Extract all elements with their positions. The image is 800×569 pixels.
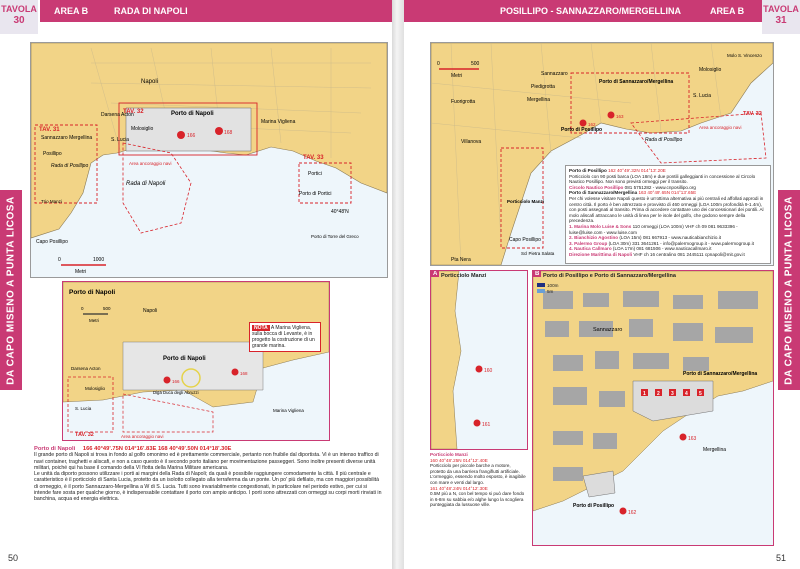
right-page: [404, 0, 800, 569]
label-porto-torre: Porto di Torre del Greco: [311, 234, 359, 239]
b-sannazzaro: Sannazzaro: [593, 327, 623, 333]
depth2-swatch: [537, 289, 545, 293]
label-marina-vigliena: Marina Vigliena: [261, 119, 296, 125]
label-porto-napoli: Porto di Napoli: [171, 111, 214, 117]
manzi-badge: A: [433, 271, 438, 277]
inset-napoli: Napoli: [143, 308, 158, 314]
tavola-badge-right: [762, 0, 800, 34]
depth1-swatch: [537, 283, 545, 287]
label-rada-napoli: Rada di Napoli: [126, 181, 166, 187]
sannazzaro-inset-title: Porto di Posillipo e Porto di Sannazzaro/Mergellina: [543, 273, 676, 279]
inset-molosiglio: Molosiglio: [85, 386, 106, 391]
sannazzaro-text: Per chi volesse visitare Napoli questo è un'ottima alternativa ai più centrali ed affollati approdi in centro città. Il porto è ben attrezzato e provvisto di 460 ormeggi (LOA 100m profondità 9-1.4m), con posti assegnati al transito. Prima di accedere contattare uno dei concessionari dei pontili. Al molo aliscafi attraccano le unità di linea per le isole del golfo, che godono sempre della precedenza.: [569, 195, 764, 224]
scale-unit: Metri: [75, 269, 87, 275]
label-molosiglio: Molosiglio: [131, 126, 154, 132]
r-label-scl-pietra: Scl Pietra Salata: [521, 251, 555, 256]
anchorage-area: [123, 143, 191, 233]
label-trio-manzi: Trio Manzi: [41, 199, 62, 204]
r-label-n162: 162: [588, 122, 596, 127]
b-n163: 163: [688, 436, 697, 442]
label-capo-posillipo: Capo Posillipo: [36, 239, 68, 245]
r-label-area: Area ancoraggio navi: [699, 125, 742, 130]
right-page-number: 51: [776, 553, 787, 563]
r-label-pta-nera: Pta Nera: [451, 257, 471, 263]
right-side-tab: [778, 190, 800, 390]
scale-0: 0: [58, 257, 61, 263]
concession-1: [569, 224, 767, 235]
c2-text: (LOA 15m) 081 667913 - www.nauticabianchizio.it: [619, 235, 722, 241]
manzi-inset-title: Porticciolo Manzi: [441, 273, 487, 279]
label-posillipo: Posillipo: [43, 151, 62, 157]
manzi-heading: Porticciolo Manzi: [430, 452, 468, 457]
inset-diga: Diga Duca degli Abruzzi: [153, 390, 199, 395]
ports-info-box: [565, 165, 771, 264]
waypoint-168-icon: [215, 127, 223, 135]
b-mergellina: Mergellina: [703, 447, 727, 453]
inset-wp163-icon: [680, 434, 687, 441]
label-mergellina: Sannazzaro Mergellina: [41, 135, 93, 141]
r-label-villanova: Villanova: [461, 139, 482, 145]
inset-n168: 168: [240, 371, 248, 376]
inset-wp168-icon: [232, 369, 239, 376]
wp160-icon: [476, 366, 483, 373]
r-label-capo: Capo Posillipo: [509, 237, 541, 243]
wp162-icon: [580, 120, 587, 127]
manzi-coords2: 161 40°48'.24N 014°12'.30E: [430, 485, 488, 491]
c3-name: 3. Palermo Group: [569, 240, 608, 246]
porto-napoli-description: [34, 446, 384, 503]
r-label-tav32[interactable]: TAV. 32: [743, 111, 762, 117]
manzi-text1: Porticciolo per piccole barche a motore, protetto da una barriera frangiflutti artificiale. L'ormeggio, essendo molto esposto, è inagibile con mare e venti dal largo.: [430, 463, 526, 485]
area-label-right: AREA B: [710, 6, 745, 16]
inset-tav32[interactable]: TAV. 32: [75, 432, 94, 438]
scale-1000: 1000: [93, 257, 105, 263]
porto-napoli-inset-svg: [63, 282, 329, 440]
r-label-porto-posillipo: Porto di Posillipo: [561, 127, 603, 133]
label-s-lucia: S. Lucia: [111, 137, 130, 143]
label-latitude: 40°48'N: [331, 209, 349, 215]
manzi-text2: 0.5M più a N, con bel tempo si può dare fondo in 6-8m su sabbia e/o alghe lungo la scogliera punteggiata da lussuose ville.: [430, 491, 525, 508]
b-n162: 162: [628, 510, 637, 516]
manzi-n160: 160: [484, 368, 493, 374]
r-label-molo: Molo S. Vincenzo: [727, 53, 762, 58]
inset-n166: 166: [172, 379, 180, 384]
posillipo-chart[interactable]: [430, 42, 774, 266]
area-title-right: POSILLIPO - SANNAZZARO/MERGELLINA: [500, 6, 681, 16]
side-tab-label-right: DA CAPO MISENO A PUNTA LICOSA: [783, 195, 795, 385]
sannazzaro-head: Porto di Sannazzaro/Mergellina: [569, 190, 638, 196]
depth-legend: [537, 283, 559, 295]
porto-napoli-coords: 166 40°49'.75N 014°16'.83E 168 40°49'.50N 014°18'.30E: [82, 446, 232, 452]
berth-1: 1: [643, 391, 646, 397]
right-scale-unit: Metri: [451, 73, 463, 79]
c5-text: VHF ch 16 centralino 081 2445111 cpnapoli@mit.gov.it: [633, 251, 745, 257]
manzi-coords1: 160 40°48'.25N 014°12'.40E: [430, 457, 488, 463]
porto-napoli-heading: Porto di Napoli: [34, 446, 76, 452]
r-label-porticciolo: Porticciolo Manzi: [507, 199, 545, 204]
berth-5: 5: [699, 391, 702, 397]
concession-5: [569, 252, 767, 258]
inset-title: Porto di Napoli: [69, 289, 116, 296]
depth1-label: 100m: [547, 283, 559, 288]
c5-name: Direzione Marittima di Napoli: [569, 251, 633, 257]
r-label-porto-sannazzaro: Porto di Sannazzaro/Mergellina: [599, 79, 674, 85]
wp163-icon: [608, 112, 615, 119]
inset-wp166-icon: [164, 377, 171, 384]
inset-porto: Porto di Napoli: [163, 356, 206, 362]
label-napoli: Napoli: [141, 79, 159, 85]
r-label-s-lucia: S. Lucia: [693, 93, 712, 99]
label-wp166: 166: [187, 133, 196, 139]
label-rada-posillipo: Rada di Posillipo: [51, 163, 89, 169]
sannazzaro-coords: 163 40°49'.65N 014°13'.65E: [638, 190, 697, 196]
b-porto-posillipo: Porto di Posillipo: [573, 503, 615, 509]
right-scale-0: 0: [437, 61, 440, 67]
sannazzaro-inset[interactable]: [532, 270, 774, 546]
c1-name: 1. Marina Molo Luise & Sons: [569, 223, 632, 229]
area-label: AREA B: [54, 6, 89, 16]
waypoint-166-icon: [177, 131, 185, 139]
label-tav32[interactable]: TAV. 32: [123, 109, 144, 115]
r-label-piedigrotta: Piedigrotta: [531, 84, 555, 90]
tavola-number-right: 31: [775, 15, 787, 26]
circolo-name: Circolo Nautico Posillipo: [569, 184, 624, 190]
label-portici: Portici: [308, 171, 322, 177]
porto-napoli-p1: Il grande porto di Napoli si trova in fondo al golfo omonimo ed è prettamente commerciale, pertanto non fruibile dal diportista. Vi è un intenso traffico di navi container, traghetti e aliscafi, e non a caso questo è il secondo porto italiano per movimentazione passeggeri. Sono inoltre presenti diverse unità militari, poiché qui ha base il comando della VI flotta della Marina Militare americana.: [34, 452, 379, 471]
nota-text: A Marina Vigliena, sulla bocca di Levante, è in progetto la costruzione di un grande marina.: [252, 325, 315, 349]
c1-text: 110 ormeggi (LOA 100m) VHF ch 09 081 9633396 - luise@luise.com - www.luise.com: [569, 223, 738, 235]
label-wp168: 168: [224, 130, 233, 136]
inset-scale-500: 500: [103, 306, 111, 311]
nota-box: [249, 322, 321, 352]
label-darsena: Darsena Acton: [101, 112, 134, 118]
inset-darsena: Darsena Acton: [71, 366, 101, 371]
b-porto-sannazzaro: Porto di Sannazzaro/Mergellina: [683, 371, 758, 377]
c4-text: (LOA 17m) 081 681506 - www.nauticacallmaro.it: [612, 246, 712, 252]
tavola-label: TAVOLA: [1, 4, 37, 14]
wp161-icon: [474, 420, 481, 427]
r-label-n163: 163: [616, 114, 624, 119]
manzi-inset[interactable]: [430, 270, 528, 450]
nota-label: NOTA: [254, 325, 268, 331]
manzi-inset-svg: [431, 271, 527, 449]
tavola-number: 30: [13, 15, 25, 26]
depth-legend-row-2: [537, 289, 559, 295]
circolo-tel: 081 5751282 - www.cnposillipo.org: [624, 184, 696, 190]
inset-scale-unit: Metri: [89, 318, 99, 323]
tavola-badge-left: [0, 0, 38, 34]
r-label-sannazzaro: Sannazzaro: [541, 71, 568, 77]
rada-napoli-chart[interactable]: [30, 42, 388, 278]
sannazzaro-inset-svg: [533, 271, 773, 545]
label-tav31[interactable]: TAV. 31: [39, 127, 60, 133]
r-label-mergellina: Mergellina: [527, 97, 551, 103]
posillipo-head: Porto di Posillipo: [569, 168, 607, 173]
c3-text: (LOA 30m) 331 3641261 - info@palermogroup.it - www.palermogroup.it: [608, 240, 754, 246]
porto-napoli-p2: Le unità da diporto possono utilizzare i porti ai margini della Rada di Napoli; da quali è possibile raggiungere comodamente la città. Il più centrale e caratteristico è il porticciolo di Santa Lucia, protetto da un isolotto collegato alla terraferma da un ponte. Un po' più defilato, ma con maggiori possibilità di ormeggio, è il porto Sannazzaro-Mergellina a W di S. Lucia. Tutti sono invariabilmente congestionati, in particolare nel periodo estivo, per cui si intende fare sosta per qualche giorno, è indispensabile contattare il porto con ampio anticipo. I porti sono attrezzati con ormeggi su corpi morti rinviati in banchina, acqua ed energia elettrica.: [34, 471, 382, 503]
sannazzaro-harbour: [633, 381, 713, 421]
left-page-number: 50: [8, 553, 19, 563]
posillipo-text: Porticciolo con 90 posti barca (LOA 18m) e due pontili galleggianti in concessione al Circolo Nautico Posillipo. Non sono previsti ormeggi per il transito.: [569, 173, 756, 185]
inset-area: Area ancoraggio navi: [121, 434, 164, 439]
inset-anchorage: [123, 394, 213, 432]
left-page: [0, 0, 392, 569]
r-label-molosiglio: Molosiglio: [699, 67, 722, 73]
area-title: RADA DI NAPOLI: [114, 6, 188, 16]
berth-4: 4: [685, 391, 688, 397]
right-scale-500: 500: [471, 61, 480, 67]
sannazzaro-badge: B: [535, 271, 540, 277]
tavola-label-right: TAVOLA: [763, 4, 799, 14]
book-gutter: [392, 0, 404, 569]
inset-scale-0: 0: [81, 306, 84, 311]
inset-marina-vigliena: Marina Vigliena: [273, 408, 304, 413]
label-tav33[interactable]: TAV. 33: [303, 155, 324, 161]
posillipo-coords: 162 40°49'.32N 014°13'.20E: [608, 168, 666, 173]
label-porto-portici: Porto di Portici: [299, 191, 332, 197]
depth2-label: 5m: [547, 289, 554, 294]
side-tab-label: DA CAPO MISENO A PUNTA LICOSA: [5, 195, 17, 385]
inset-wp162-icon: [620, 508, 627, 515]
inset-port: [123, 342, 263, 390]
left-header-bar: [40, 0, 392, 22]
manzi-n161: 161: [482, 422, 491, 428]
label-area-ancoraggio: Area ancoraggio navi: [129, 161, 172, 166]
right-header-bar: [404, 0, 762, 22]
manzi-description: [430, 452, 526, 508]
r-label-rada: Rada di Posillipo: [645, 137, 683, 143]
porto-napoli-inset[interactable]: [62, 281, 330, 441]
berth-3: 3: [671, 391, 674, 397]
left-side-tab: [0, 190, 22, 390]
r-label-fuorigrotta: Fuorigrotta: [451, 99, 476, 105]
inset-s-lucia: S. Lucia: [75, 406, 92, 411]
c4-name: 4. Nautica Callmaro: [569, 246, 612, 252]
manzi-land: [431, 271, 461, 449]
rada-napoli-chart-svg: [31, 43, 387, 277]
c2-name: 2. Bianchizio Agostino: [569, 235, 619, 241]
berth-2: 2: [657, 391, 660, 397]
